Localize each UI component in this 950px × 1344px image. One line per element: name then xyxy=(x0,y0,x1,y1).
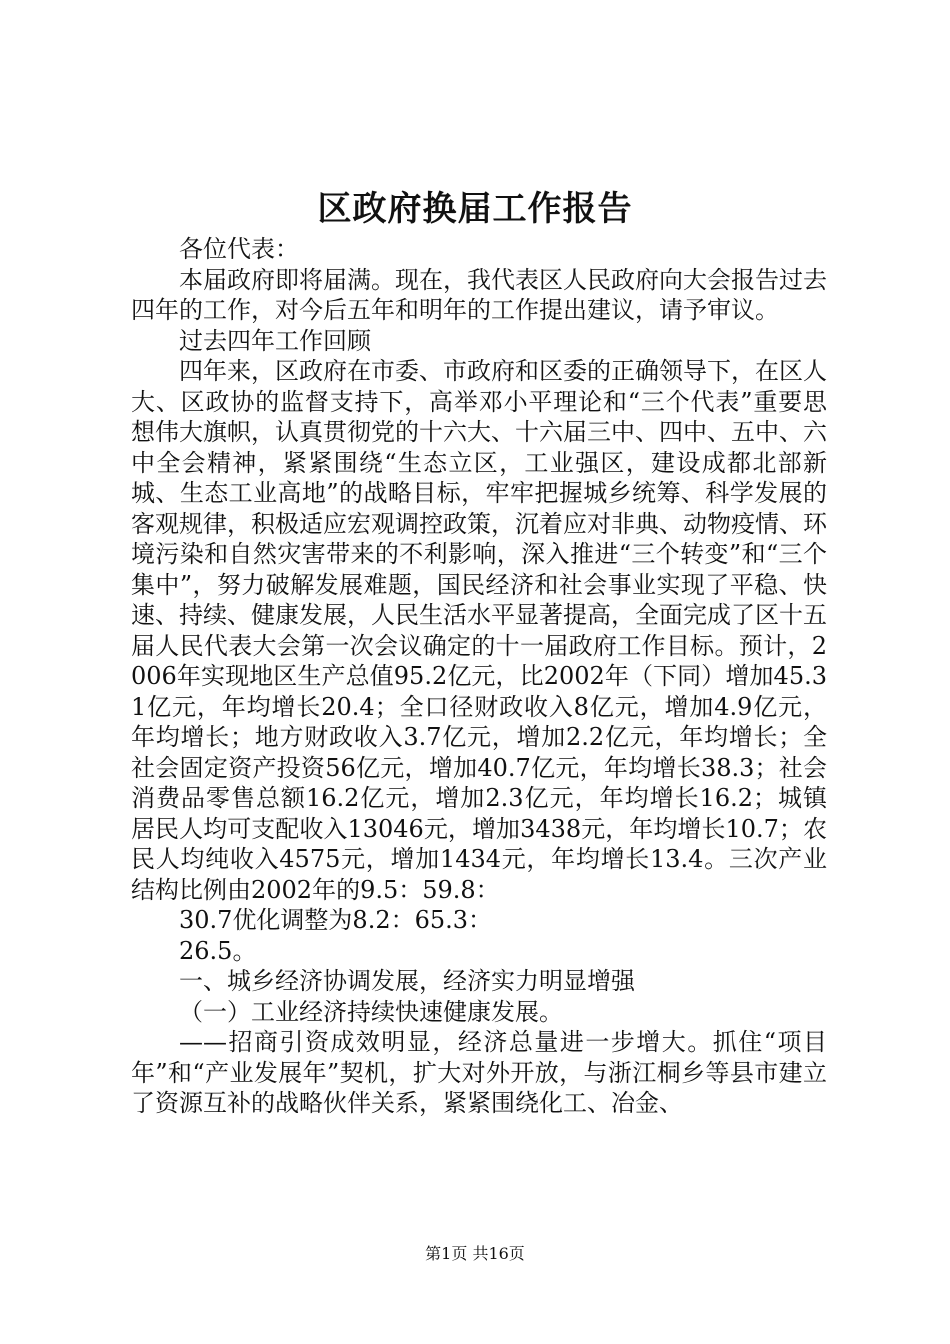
section-heading-review: 过去四年工作回顾 xyxy=(179,326,371,355)
paragraph-structure-continued: 30.7优化调整为8.2：65.3： xyxy=(179,906,493,934)
document-title: 区政府换届工作报告 xyxy=(317,189,633,229)
section-heading-one: 一、城乡经济协调发展，经济实力明显增强 xyxy=(179,967,635,995)
paragraph-review-summary: 四年来，区政府在市委、市政府和区委的正确领导下，在区人大、区政协的监督支持下，高举邓小平理论和“三个代表”重要思想伟大旗帜，认真贯彻党的十六大、十六届三中、四中、五中、六中全会精神，紧紧围绕“生态立区，工业强区，建设成都北部新城、生态工业高地”的战略目标，牢牢把握城乡统筹、科学发展的客观规律，积极适应宏观调控政策，沉着应对非典、动物疫情、环境污染和自然灾害带来的不利影响，深入推进“三个转变”和“三个集中”，努力破解发展难题，国民经济和社会事业实现了平稳、快速、持续、健康发展，人民生活水平显著提高，全面完成了区十五届人民代表大会第一次会议确定的十一届政府工作目标。预计，2006年实现地区生产总值95.2亿元，比2002年（下同）增加45.31亿元，年均增长20.4；全口径财政收入8亿元，增加4.9亿元，年均增长；地方财政收入3.7亿元，增加2.2亿元，年均增长；全社会固定资产投资56亿元，增加40.7亿元，年均增长38.3；社会消费品零售总额16.2亿元，增加2.3亿元，年均增长16.2；城镇居民人均可支配收入13046元，增加3438元，年均增长10.7；农民人均纯收入4575元，增加1434元，年均增长13.4。三次产业结构比例由2002年的9.5：59.8： xyxy=(131,357,827,904)
paragraph-investment: ——招商引资成效明显，经济总量进一步增大。抓住“项目年”和“产业发展年”契机，扩大对外开放，与浙江桐乡等县市建立了资源互补的战略伙伴关系，紧紧围绕化工、冶金、 xyxy=(131,1028,827,1117)
paragraph-salutation: 各位代表： xyxy=(179,235,299,263)
paragraph-intro: 本届政府即将届满。现在，我代表区人民政府向大会报告过去四年的工作，对今后五年和明年的工作提出建议，请予审议。 xyxy=(131,265,827,324)
page-number-footer: 第1页 共16页 xyxy=(425,1244,525,1263)
document-body xyxy=(131,234,827,1119)
paragraph-structure-end: 26.5。 xyxy=(179,936,257,965)
subsection-heading-one: （一）工业经济持续快速健康发展。 xyxy=(179,997,563,1026)
